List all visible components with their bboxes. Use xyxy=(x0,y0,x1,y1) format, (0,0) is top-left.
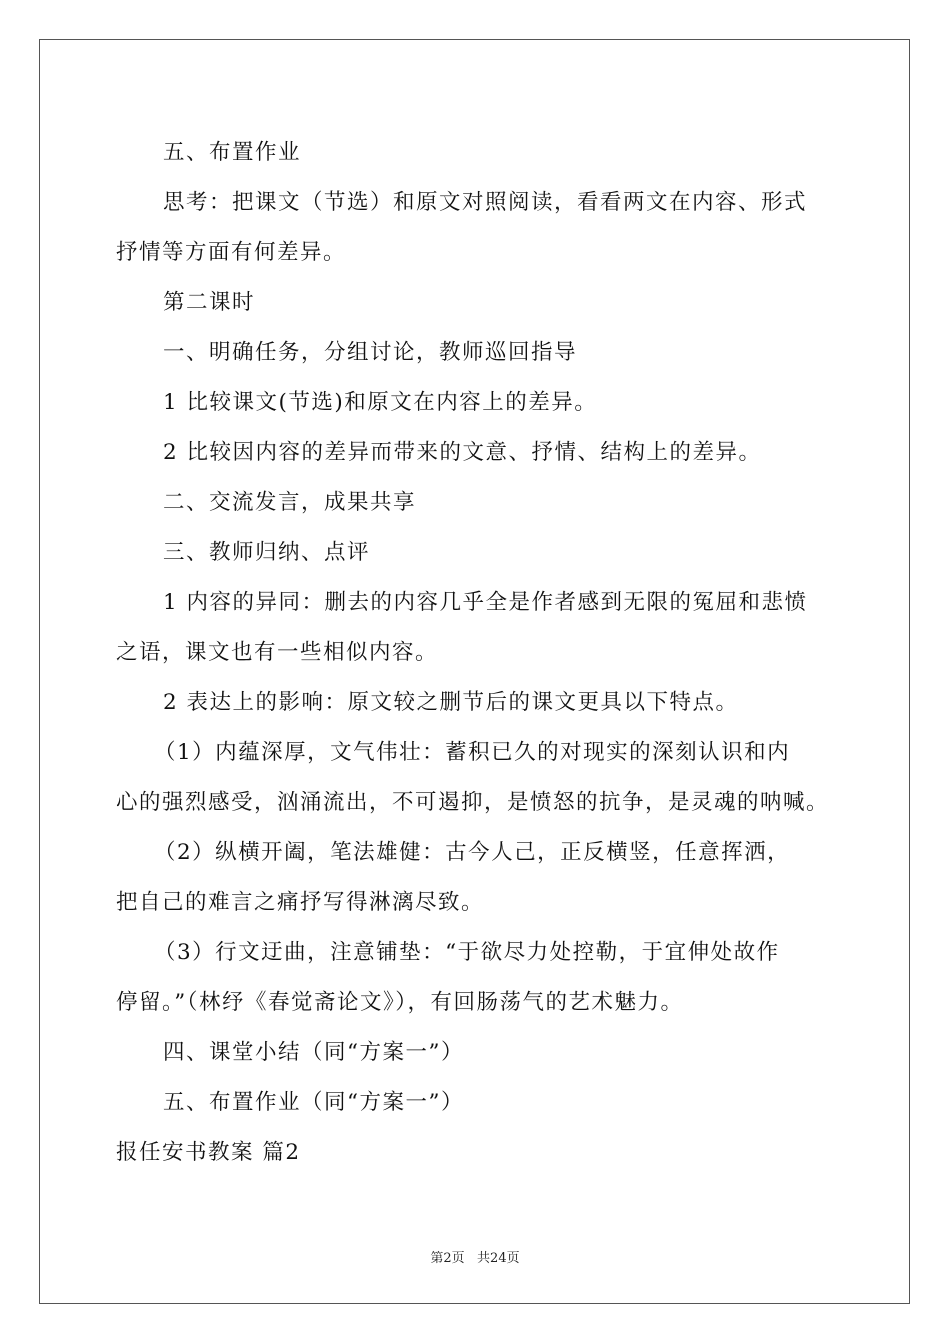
document-body xyxy=(116,128,841,1178)
paragraph-line: 把自己的难言之痛抒写得淋漓尽致。 xyxy=(116,890,485,915)
paragraph-line: 心的强烈感受，汹涌流出，不可遏抑，是愤怒的抗争，是灵魂的呐喊。 xyxy=(116,790,830,815)
paragraph-line: 停留。”（林纾《春觉斋论文》），有回肠荡气的艺术魅力。 xyxy=(116,990,684,1015)
paragraph-line: 思考：把课文（节选）和原文对照阅读，看看两文在内容、形式 xyxy=(163,190,808,215)
sub-list-item: （2）纵横开阖，笔法雄健：古今人己，正反横竖，任意挥洒， xyxy=(154,840,791,865)
page-number: 第2页 共24页 xyxy=(430,1251,520,1266)
list-item: 1 内容的异同：删去的内容几乎全是作者感到无限的冤屈和悲愤 xyxy=(163,590,808,615)
list-item: 2 比较因内容的差异而带来的文意、抒情、结构上的差异。 xyxy=(163,440,762,465)
section-heading: 一、明确任务，分组讨论，教师巡回指导 xyxy=(163,340,578,365)
paragraph-line: 之语，课文也有一些相似内容。 xyxy=(116,640,439,665)
section-heading: 五、布置作业 xyxy=(163,140,302,165)
sub-list-item: （3）行文迂曲，注意铺垫：“于欲尽力处控勒，于宜伸处故作 xyxy=(154,940,780,965)
section-heading: 五、布置作业（同“方案一”） xyxy=(163,1090,464,1115)
lesson-heading: 第二课时 xyxy=(163,290,256,315)
section-heading: 四、课堂小结（同“方案一”） xyxy=(163,1040,464,1065)
section-heading: 二、交流发言，成果共享 xyxy=(163,490,417,515)
list-item: 2 表达上的影响：原文较之删节后的课文更具以下特点。 xyxy=(163,690,739,715)
article-heading: 报任安书教案 篇2 xyxy=(116,1140,301,1165)
list-item: 1 比较课文(节选)和原文在内容上的差异。 xyxy=(163,390,598,415)
paragraph-line: 抒情等方面有何差异。 xyxy=(116,240,347,265)
sub-list-item: （1）内蕴深厚，文气伟壮：蓄积已久的对现实的深刻认识和内 xyxy=(154,740,791,765)
section-heading: 三、教师归纳、点评 xyxy=(163,540,371,565)
